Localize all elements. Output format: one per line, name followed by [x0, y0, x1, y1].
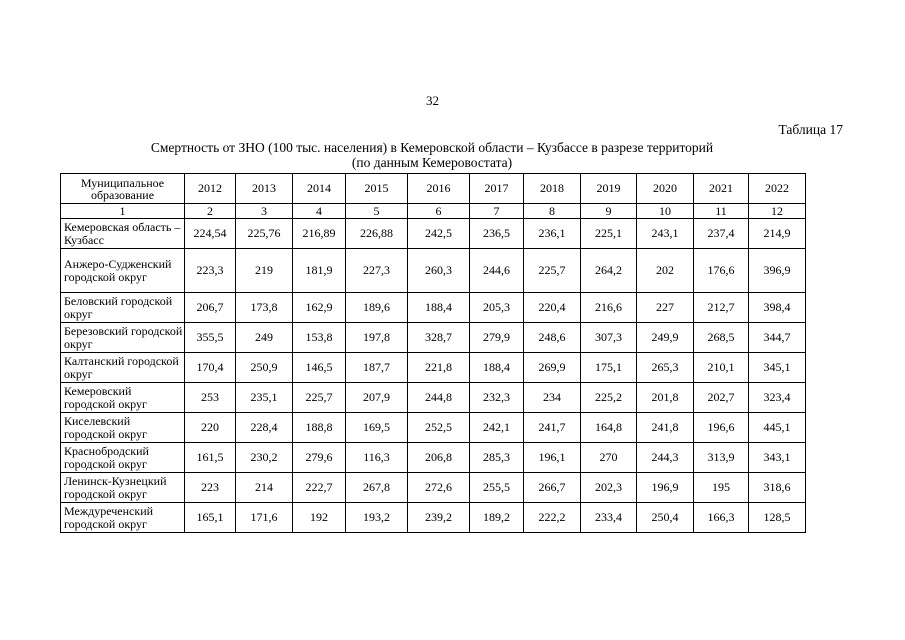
mortality-value: 236,5	[470, 219, 524, 249]
column-number: 7	[470, 204, 524, 219]
mortality-value: 220,4	[524, 293, 581, 323]
mortality-value: 445,1	[749, 413, 806, 443]
header-year: 2016	[408, 174, 470, 204]
mortality-value: 237,4	[694, 219, 749, 249]
mortality-value: 223,3	[185, 249, 236, 293]
mortality-value: 355,5	[185, 323, 236, 353]
mortality-value: 344,7	[749, 323, 806, 353]
mortality-value: 224,54	[185, 219, 236, 249]
mortality-value: 170,4	[185, 353, 236, 383]
column-number: 10	[637, 204, 694, 219]
mortality-value: 242,1	[470, 413, 524, 443]
mortality-value: 244,6	[470, 249, 524, 293]
mortality-value: 189,2	[470, 503, 524, 533]
mortality-value: 233,4	[581, 503, 637, 533]
column-number: 1	[61, 204, 185, 219]
municipality-name: Анжеро-Судженский городской округ	[61, 249, 185, 293]
mortality-value: 220	[185, 413, 236, 443]
mortality-value: 328,7	[408, 323, 470, 353]
mortality-value: 244,3	[637, 443, 694, 473]
mortality-value: 116,3	[346, 443, 408, 473]
mortality-value: 252,5	[408, 413, 470, 443]
mortality-value: 187,7	[346, 353, 408, 383]
mortality-value: 265,3	[637, 353, 694, 383]
title-line-1: Смертность от ЗНО (100 тыс. населения) в Кемеровской области – Кузбассе в разрезе территорий	[150, 140, 714, 155]
table-row	[61, 353, 806, 383]
mortality-value: 197,8	[346, 323, 408, 353]
municipality-name: Березовский городской округ	[61, 323, 185, 353]
mortality-value: 202,7	[694, 383, 749, 413]
mortality-value: 398,4	[749, 293, 806, 323]
mortality-value: 241,7	[524, 413, 581, 443]
mortality-value: 230,2	[236, 443, 293, 473]
header-municipality: Муниципальное образование	[61, 174, 185, 204]
mortality-value: 244,8	[408, 383, 470, 413]
mortality-value: 343,1	[749, 443, 806, 473]
mortality-value: 196,1	[524, 443, 581, 473]
table-row	[61, 473, 806, 503]
mortality-value: 189,6	[346, 293, 408, 323]
mortality-value: 235,1	[236, 383, 293, 413]
mortality-value: 175,1	[581, 353, 637, 383]
municipality-name: Беловский городской округ	[61, 293, 185, 323]
mortality-value: 234	[524, 383, 581, 413]
mortality-value: 225,7	[524, 249, 581, 293]
mortality-value: 207,9	[346, 383, 408, 413]
column-number: 2	[185, 204, 236, 219]
mortality-value: 206,7	[185, 293, 236, 323]
column-number: 6	[408, 204, 470, 219]
header-row	[61, 174, 806, 204]
table-label: Таблица 17	[778, 122, 843, 137]
mortality-value: 239,2	[408, 503, 470, 533]
mortality-value: 241,8	[637, 413, 694, 443]
mortality-value: 242,5	[408, 219, 470, 249]
column-number-row	[61, 204, 806, 219]
column-number: 9	[581, 204, 637, 219]
mortality-value: 243,1	[637, 219, 694, 249]
mortality-value: 212,7	[694, 293, 749, 323]
mortality-value: 202,3	[581, 473, 637, 503]
header-year: 2021	[694, 174, 749, 204]
mortality-value: 214	[236, 473, 293, 503]
mortality-value: 171,6	[236, 503, 293, 533]
mortality-value: 202	[637, 249, 694, 293]
mortality-value: 268,5	[694, 323, 749, 353]
municipality-name: Киселевский городской округ	[61, 413, 185, 443]
table-row	[61, 249, 806, 293]
mortality-value: 264,2	[581, 249, 637, 293]
mortality-value: 192	[293, 503, 346, 533]
mortality-value: 165,1	[185, 503, 236, 533]
mortality-value: 248,6	[524, 323, 581, 353]
column-number: 4	[293, 204, 346, 219]
mortality-value: 232,3	[470, 383, 524, 413]
mortality-value: 270	[581, 443, 637, 473]
mortality-value: 255,5	[470, 473, 524, 503]
mortality-value: 249	[236, 323, 293, 353]
header-year: 2019	[581, 174, 637, 204]
header-year: 2020	[637, 174, 694, 204]
mortality-value: 250,4	[637, 503, 694, 533]
column-number: 5	[346, 204, 408, 219]
mortality-value: 176,6	[694, 249, 749, 293]
mortality-value: 345,1	[749, 353, 806, 383]
mortality-value: 146,5	[293, 353, 346, 383]
mortality-value: 221,8	[408, 353, 470, 383]
column-number: 12	[749, 204, 806, 219]
mortality-value: 161,5	[185, 443, 236, 473]
mortality-value: 181,9	[293, 249, 346, 293]
mortality-value: 225,1	[581, 219, 637, 249]
mortality-value: 272,6	[408, 473, 470, 503]
mortality-value: 267,8	[346, 473, 408, 503]
municipality-name: Ленинск-Кузнецкий городской округ	[61, 473, 185, 503]
mortality-value: 216,89	[293, 219, 346, 249]
mortality-value: 162,9	[293, 293, 346, 323]
mortality-value: 164,8	[581, 413, 637, 443]
mortality-value: 169,5	[346, 413, 408, 443]
mortality-value: 249,9	[637, 323, 694, 353]
mortality-value: 323,4	[749, 383, 806, 413]
mortality-value: 222,7	[293, 473, 346, 503]
mortality-value: 188,8	[293, 413, 346, 443]
table-row	[61, 413, 806, 443]
municipality-name: Междуреченский городской округ	[61, 503, 185, 533]
mortality-value: 228,4	[236, 413, 293, 443]
mortality-value: 128,5	[749, 503, 806, 533]
mortality-value: 201,8	[637, 383, 694, 413]
mortality-value: 188,4	[470, 353, 524, 383]
mortality-value: 205,3	[470, 293, 524, 323]
mortality-value: 219	[236, 249, 293, 293]
mortality-value: 196,9	[637, 473, 694, 503]
mortality-value: 285,3	[470, 443, 524, 473]
mortality-value: 196,6	[694, 413, 749, 443]
header-year: 2012	[185, 174, 236, 204]
mortality-value: 269,9	[524, 353, 581, 383]
mortality-value: 279,6	[293, 443, 346, 473]
municipality-name: Калтанский городской округ	[61, 353, 185, 383]
mortality-value: 279,9	[470, 323, 524, 353]
header-year: 2017	[470, 174, 524, 204]
mortality-value: 188,4	[408, 293, 470, 323]
mortality-value: 227	[637, 293, 694, 323]
mortality-value: 173,8	[236, 293, 293, 323]
header-year: 2013	[236, 174, 293, 204]
mortality-value: 318,6	[749, 473, 806, 503]
mortality-value: 307,3	[581, 323, 637, 353]
header-year: 2015	[346, 174, 408, 204]
mortality-value: 210,1	[694, 353, 749, 383]
mortality-value: 225,2	[581, 383, 637, 413]
column-number: 8	[524, 204, 581, 219]
municipality-name: Кемеровская область – Кузбасс	[61, 219, 185, 249]
title-line-2: (по данным Кемеровостата)	[351, 155, 513, 170]
mortality-value: 206,8	[408, 443, 470, 473]
mortality-value: 153,8	[293, 323, 346, 353]
municipality-name: Кемеровский городской округ	[61, 383, 185, 413]
column-number: 11	[694, 204, 749, 219]
mortality-value: 225,76	[236, 219, 293, 249]
mortality-value: 166,3	[694, 503, 749, 533]
mortality-value: 266,7	[524, 473, 581, 503]
mortality-value: 222,2	[524, 503, 581, 533]
table-row	[61, 443, 806, 473]
mortality-value: 260,3	[408, 249, 470, 293]
mortality-value: 225,7	[293, 383, 346, 413]
mortality-value: 396,9	[749, 249, 806, 293]
header-year: 2022	[749, 174, 806, 204]
table-row	[61, 503, 806, 533]
table-row	[61, 293, 806, 323]
column-number: 3	[236, 204, 293, 219]
mortality-value: 195	[694, 473, 749, 503]
mortality-value: 236,1	[524, 219, 581, 249]
mortality-value: 223	[185, 473, 236, 503]
page-number: 32	[426, 93, 439, 108]
mortality-value: 253	[185, 383, 236, 413]
mortality-value: 227,3	[346, 249, 408, 293]
municipality-name: Краснобродский городской округ	[61, 443, 185, 473]
table-row	[61, 323, 806, 353]
table-row	[61, 219, 806, 249]
mortality-value: 250,9	[236, 353, 293, 383]
mortality-value: 226,88	[346, 219, 408, 249]
header-year: 2014	[293, 174, 346, 204]
mortality-value: 193,2	[346, 503, 408, 533]
mortality-table	[60, 173, 806, 533]
mortality-value: 216,6	[581, 293, 637, 323]
mortality-value: 313,9	[694, 443, 749, 473]
mortality-value: 214,9	[749, 219, 806, 249]
table-title	[60, 140, 804, 170]
header-year: 2018	[524, 174, 581, 204]
table-row	[61, 383, 806, 413]
